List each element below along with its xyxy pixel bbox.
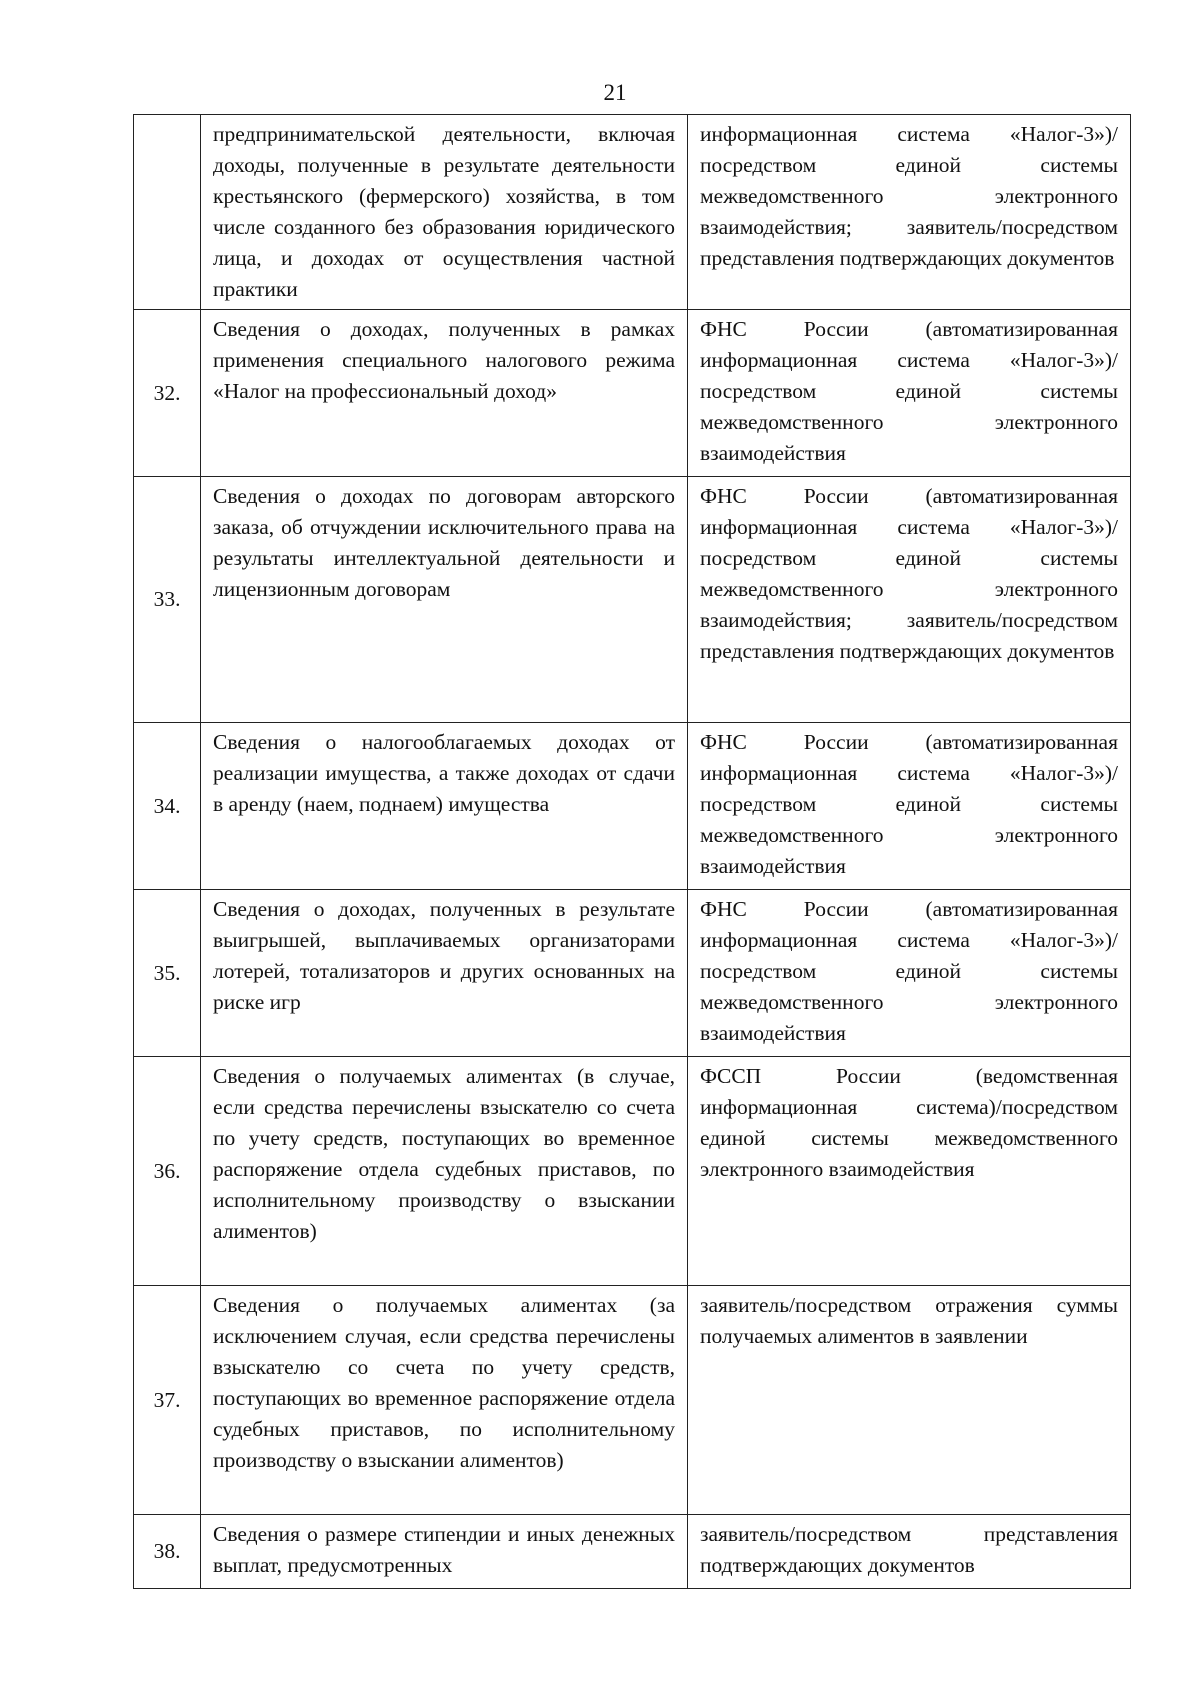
row-source	[688, 477, 1131, 723]
description-text: предпринимательской деятельности, включая доходы, полученные в результате деятельности крестьянского (фермерского) хозяйства, в том числе созданного без образования юридического лица, и доходах от осуществления частной практики	[213, 122, 675, 301]
row-description	[201, 1286, 688, 1515]
description-text: Сведения о налогооблагаемых доходах от реализации имущества, а также доходах от сдачи в аренду (наем, поднаем) имущества	[213, 730, 675, 816]
row-number: 33.	[134, 477, 201, 723]
source-text: информационная система «Налог-3»)/посредством единой системы межведомственного электронного взаимодействия; заявитель/посредством представления подтверждающих документов	[700, 122, 1118, 270]
table-row	[134, 890, 1131, 1057]
source-text: ФНС России (автоматизированная информационная система «Налог-3»)/посредством единой системы межведомственного электронного взаимодействия	[700, 317, 1118, 465]
row-source	[688, 890, 1131, 1057]
row-number: 34.	[134, 723, 201, 890]
row-description	[201, 723, 688, 890]
table-row	[134, 310, 1131, 477]
row-description	[201, 890, 688, 1057]
row-number	[134, 115, 201, 310]
source-text: ФНС России (автоматизированная информационная система «Налог-3»)/посредством единой системы межведомственного электронного взаимодействия	[700, 730, 1118, 878]
row-description	[201, 115, 688, 310]
table-row	[134, 115, 1131, 310]
row-source	[688, 310, 1131, 477]
row-number: 37.	[134, 1286, 201, 1515]
row-source	[688, 1057, 1131, 1286]
row-description	[201, 477, 688, 723]
table-row	[134, 723, 1131, 890]
description-text: Сведения о размере стипендии и иных денежных выплат, предусмотренных	[213, 1522, 675, 1577]
source-text: ФНС России (автоматизированная информационная система «Налог-3»)/посредством единой системы межведомственного электронного взаимодействия	[700, 897, 1118, 1045]
row-source	[688, 1286, 1131, 1515]
source-text: заявитель/посредством отражения суммы получаемых алиментов в заявлении	[700, 1293, 1118, 1348]
source-text: заявитель/посредством представления подтверждающих документов	[700, 1522, 1118, 1577]
source-text: ФНС России (автоматизированная информационная система «Налог-3»)/посредством единой системы межведомственного электронного взаимодействия; заявитель/посредством представления подтверждающих документов	[700, 484, 1118, 663]
row-description	[201, 310, 688, 477]
source-text: ФССП России (ведомственная информационная система)/посредством единой системы межведомственного электронного взаимодействия	[700, 1064, 1118, 1181]
row-source	[688, 1515, 1131, 1589]
row-number: 35.	[134, 890, 201, 1057]
row-description	[201, 1057, 688, 1286]
table-row	[134, 1057, 1131, 1286]
table-row	[134, 477, 1131, 723]
page-number: 21	[603, 80, 627, 105]
table-row	[134, 1515, 1131, 1589]
description-text: Сведения о доходах по договорам авторского заказа, об отчуждении исключительного права на результаты интеллектуальной деятельности и лицензионным договорам	[213, 484, 675, 601]
row-source	[688, 115, 1131, 310]
row-source	[688, 723, 1131, 890]
description-text: Сведения о получаемых алиментах (в случае, если средства перечислены взыскателю со счета по учету средств, поступающих во временное распоряжение отдела судебных приставов, по исполнительному производству о взыскании алиментов)	[213, 1064, 675, 1243]
data-sources-table	[133, 114, 1131, 1589]
row-description	[201, 1515, 688, 1589]
row-number: 32.	[134, 310, 201, 477]
description-text: Сведения о доходах, полученных в рамках применения специального налогового режима «Налог на профессиональный доход»	[213, 317, 675, 403]
table-row	[134, 1286, 1131, 1515]
description-text: Сведения о получаемых алиментах (за исключением случая, если средства перечислены взыскателю со счета по учету средств, поступающих во временное распоряжение отдела судебных приставов, по исполнительному производству о взыскании алиментов)	[213, 1293, 675, 1472]
row-number: 38.	[134, 1515, 201, 1589]
row-number: 36.	[134, 1057, 201, 1286]
description-text: Сведения о доходах, полученных в результате выигрышей, выплачиваемых организаторами лотерей, тотализаторов и других основанных на риске игр	[213, 897, 675, 1014]
